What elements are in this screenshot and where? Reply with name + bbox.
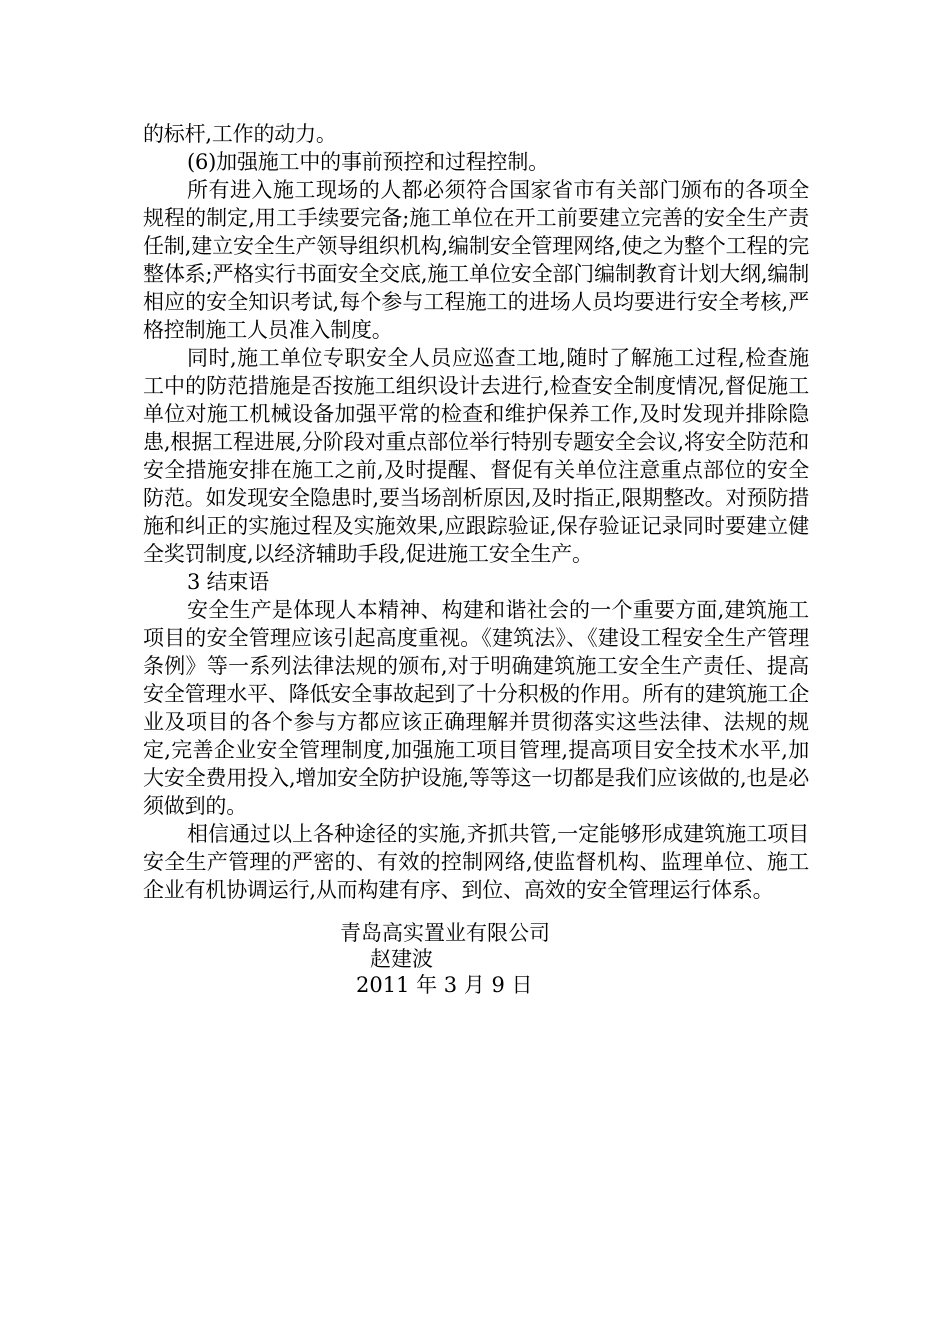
- paragraph-conclusion-main: 安全生产是体现人本精神、构建和谐社会的一个重要方面,建筑施工项目的安全管理应该引起高度重视。《建筑法》、《建设工程安全生产管理条例》等一系列法律法规的颁布,对于明确建筑施工安全生产责任、提高安全管理水平、降低安全事故起到了十分积极的作用。所有的建筑施工企业及项目的各个参与方都应该正确理解并贯彻落实这些法律、法规的规定,完善企业安全管理制度,加强施工项目管理,提高项目安全技术水平,加大安全费用投入,增加安全防护设施,等等这一切都是我们应该做的,也是必须做到的。: [143, 598, 809, 818]
- paragraph-continuation: 的标杆,工作的动力。: [143, 122, 337, 146]
- signature-block: [340, 920, 550, 998]
- signature-date: 2011 年 3 月 9 日: [356, 973, 533, 997]
- paragraph-site-entry-rules: 所有进入施工现场的人都必须符合国家省市有关部门颁布的各项全规程的制定,用工手续要完备;施工单位在开工前要建立完善的安全生产责任制,建立安全生产领导组织机构,编制安全管理网络,使之为整个工程的完整体系;严格实行书面安全交底,施工单位安全部门编制教育计划大纲,编制相应的安全知识考试,每个参与工程施工的进场人员均要进行安全考核,严格控制施工人员准入制度。: [143, 178, 809, 342]
- document-body: [143, 120, 809, 904]
- paragraph-conclusion-closing: 相信通过以上各种途径的实施,齐抓共管,一定能够形成建筑施工项目安全生产管理的严密的、有效的控制网络,使监督机构、监理单位、施工企业有机协调运行,从而构建有序、到位、高效的安全管理运行体系。: [143, 822, 809, 902]
- paragraph-site-inspection: 同时,施工单位专职安全人员应巡查工地,随时了解施工过程,检查施工中的防范措施是否按施工组织设计去进行,检查安全制度情况,督促施工单位对施工机械设备加强平常的检查和维护保养工作,及时发现并排除隐患,根据工程进展,分阶段对重点部位举行特别专题安全会议,将安全防范和安全措施安排在施工之前,及时提醒、督促有关单位注意重点部位的安全防范。如发现安全隐患时,要当场剖析原因,及时指正,限期整改。对预防措施和纠正的实施过程及实施效果,应跟踪验证,保存验证记录同时要建立健全奖罚制度,以经济辅助手段,促进施工安全生产。: [143, 346, 809, 566]
- signature-company: 青岛高实置业有限公司: [340, 921, 550, 945]
- section-heading-conclusion: 3 结束语: [187, 570, 270, 594]
- paragraph-heading-point-6: (6)加强施工中的事前预控和过程控制。: [187, 150, 549, 174]
- signature-author: 赵建波: [370, 947, 433, 971]
